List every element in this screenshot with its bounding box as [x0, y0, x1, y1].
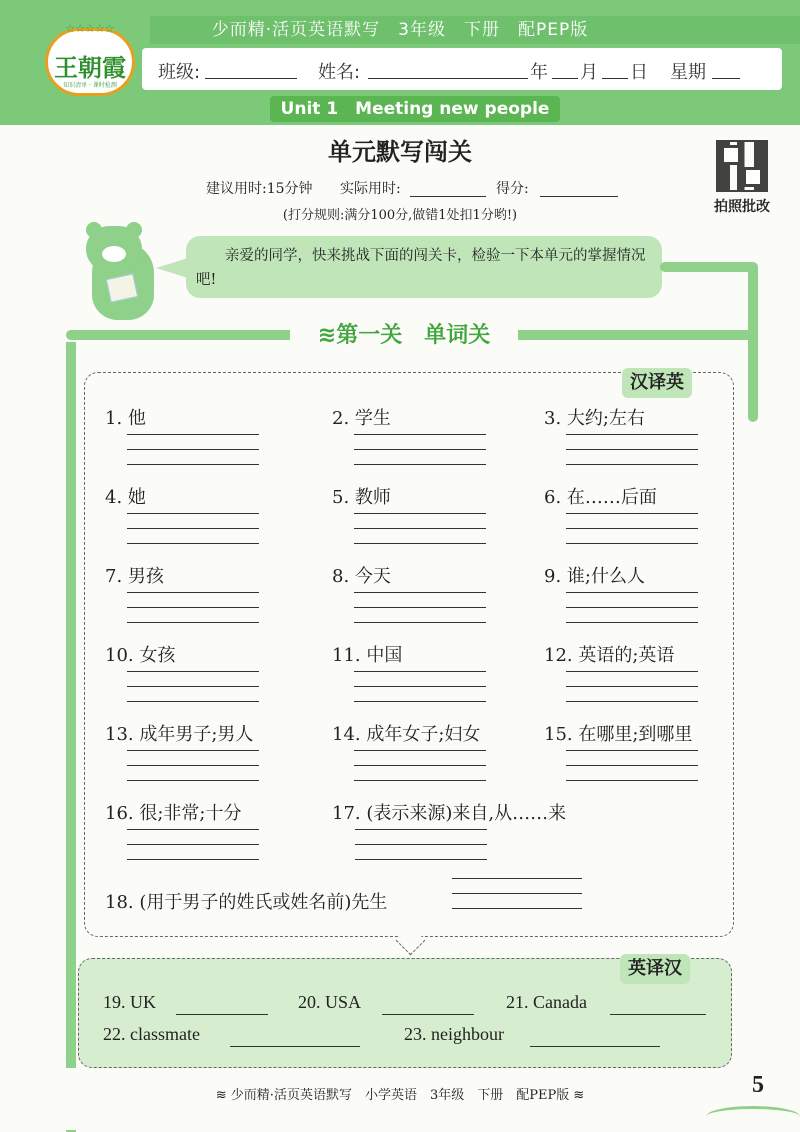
answer-line-1-3[interactable] — [127, 464, 259, 465]
answer-line-9-1[interactable] — [566, 592, 698, 593]
answer-line-4-3[interactable] — [127, 543, 259, 544]
suggested-time: 建议用时:15分钟 — [206, 181, 313, 197]
answer-line-4-2[interactable] — [127, 528, 259, 529]
answer-line-3-2[interactable] — [566, 449, 698, 450]
answer-line-11-3[interactable] — [354, 701, 486, 702]
answer-line-5-1[interactable] — [354, 513, 486, 514]
answer-line-6-3[interactable] — [566, 543, 698, 544]
word-item-5: 5. 教师 — [332, 487, 391, 508]
answer-line-16-2[interactable] — [127, 844, 259, 845]
decor-rail-right — [748, 262, 758, 422]
answer-line-18-2[interactable] — [452, 893, 582, 894]
answer-line-12-1[interactable] — [566, 671, 698, 672]
word-item-4: 4. 她 — [105, 487, 146, 508]
answer-line-6-1[interactable] — [566, 513, 698, 514]
answer-line-22[interactable] — [230, 1046, 360, 1047]
answer-line-9-2[interactable] — [566, 607, 698, 608]
answer-line-10-1[interactable] — [127, 671, 259, 672]
word-item-15: 15. 在哪里;到哪里 — [544, 724, 693, 745]
section-heading: ≋第一关 单词关 — [317, 323, 491, 348]
answer-line-17-2[interactable] — [355, 844, 487, 845]
answer-line-2-2[interactable] — [354, 449, 486, 450]
answer-line-12-3[interactable] — [566, 701, 698, 702]
intro-text: 亲爱的同学，快来挑战下面的闯关卡，检验一下本单元的掌握情况吧! — [196, 248, 646, 288]
answer-line-11-2[interactable] — [354, 686, 486, 687]
scoring-rule: (打分规则:满分100分,做错1处扣1分哟!) — [282, 208, 518, 223]
answer-line-18-3[interactable] — [452, 908, 582, 909]
answer-line-1-2[interactable] — [127, 449, 259, 450]
word-item-13: 13. 成年男子;男人 — [105, 724, 254, 745]
mascot-muzzle — [102, 246, 126, 262]
logo-text: 王朝霞 — [54, 53, 126, 82]
qr-code[interactable] — [716, 140, 768, 192]
answer-line-5-3[interactable] — [354, 543, 486, 544]
answer-line-14-3[interactable] — [354, 780, 486, 781]
week-label: 星期 — [670, 62, 706, 83]
unit-title: Unit 1 Meeting new people — [270, 96, 560, 122]
tag-cn-to-en: 汉译英 — [622, 368, 692, 398]
answer-line-17-1[interactable] — [355, 829, 487, 830]
day-label: 日 — [630, 62, 648, 83]
word-item-6: 6. 在……后面 — [544, 487, 657, 508]
word-item-16: 16. 很;非常;十分 — [105, 803, 242, 824]
class-label: 班级: — [158, 62, 201, 83]
en-item-19: 19. UK — [103, 992, 156, 1012]
decor-rail-left — [66, 342, 76, 1132]
actual-time-label: 实际用时: — [340, 181, 401, 197]
answer-line-3-1[interactable] — [566, 434, 698, 435]
answer-line-12-2[interactable] — [566, 686, 698, 687]
answer-line-14-2[interactable] — [354, 765, 486, 766]
word-item-17: 17. (表示来源)来自,从……来 — [332, 803, 567, 824]
word-item-14: 14. 成年女子;妇女 — [332, 724, 481, 745]
speech-bubble-tail — [156, 258, 188, 278]
answer-line-16-3[interactable] — [127, 859, 259, 860]
answer-line-2-3[interactable] — [354, 464, 486, 465]
answer-line-8-1[interactable] — [354, 592, 486, 593]
answer-line-17-3[interactable] — [355, 859, 487, 860]
answer-line-10-3[interactable] — [127, 701, 259, 702]
qr-label: 拍照批改 — [714, 199, 770, 215]
answer-line-13-2[interactable] — [127, 765, 259, 766]
year-label: 年 — [530, 62, 548, 83]
word-item-18: 18. (用于男子的姓氏或姓名前)先生 — [105, 892, 388, 913]
logo-subtitle: 知识清单 · 课时检测 — [63, 82, 117, 89]
answer-line-4-1[interactable] — [127, 513, 259, 514]
word-item-9: 9. 谁;什么人 — [544, 566, 645, 587]
en-item-22: 22. classmate — [103, 1024, 200, 1044]
week-field[interactable] — [712, 58, 740, 79]
month-label: 月 — [580, 62, 598, 83]
answer-line-13-3[interactable] — [127, 780, 259, 781]
series-title: 少而精·活页英语默写 3年级 下册 配PEP版 — [211, 20, 589, 40]
actual-time-field[interactable] — [410, 196, 486, 197]
answer-line-7-2[interactable] — [127, 607, 259, 608]
word-item-3: 3. 大约;左右 — [544, 408, 645, 429]
word-item-8: 8. 今天 — [332, 566, 391, 587]
answer-line-7-3[interactable] — [127, 622, 259, 623]
word-item-2: 2. 学生 — [332, 408, 391, 429]
logo-stars: ☆☆☆☆☆ — [65, 22, 115, 35]
answer-line-15-2[interactable] — [566, 765, 698, 766]
word-item-7: 7. 男孩 — [105, 566, 164, 587]
answer-line-5-2[interactable] — [354, 528, 486, 529]
class-field[interactable] — [205, 58, 297, 79]
answer-line-15-1[interactable] — [566, 750, 698, 751]
en-item-21: 21. Canada — [506, 992, 587, 1012]
answer-line-10-2[interactable] — [127, 686, 259, 687]
footer-text: ≋ 少而精·活页英语默写 小学英语 3年级 下册 配PEP版 ≋ — [215, 1088, 585, 1103]
decor-rail-top — [660, 262, 756, 272]
answer-line-21[interactable] — [610, 1014, 706, 1015]
word-item-12: 12. 英语的;英语 — [544, 645, 675, 666]
page-number: 5 — [752, 1072, 764, 1098]
answer-line-19[interactable] — [176, 1014, 268, 1015]
word-item-1: 1. 他 — [105, 408, 146, 429]
answer-line-2-1[interactable] — [354, 434, 486, 435]
en-item-23: 23. neighbour — [404, 1024, 504, 1044]
answer-line-11-1[interactable] — [354, 671, 486, 672]
word-item-11: 11. 中国 — [332, 645, 403, 666]
answer-line-3-3[interactable] — [566, 464, 698, 465]
answer-line-14-1[interactable] — [354, 750, 486, 751]
day-field[interactable] — [602, 58, 628, 79]
score-field[interactable] — [540, 196, 618, 197]
score-label: 得分: — [496, 181, 529, 197]
footer-wave — [706, 1106, 800, 1127]
answer-line-1-1[interactable] — [127, 434, 259, 435]
answer-line-8-3[interactable] — [354, 622, 486, 623]
answer-line-7-1[interactable] — [127, 592, 259, 593]
answer-line-6-2[interactable] — [566, 528, 698, 529]
answer-line-9-3[interactable] — [566, 622, 698, 623]
answer-line-23[interactable] — [530, 1046, 660, 1047]
answer-line-15-3[interactable] — [566, 780, 698, 781]
answer-line-8-2[interactable] — [354, 607, 486, 608]
name-field[interactable] — [368, 58, 528, 79]
answer-line-13-1[interactable] — [127, 750, 259, 751]
month-field[interactable] — [552, 58, 578, 79]
answer-line-20[interactable] — [382, 1014, 474, 1015]
tag-en-to-cn: 英译汉 — [620, 954, 690, 984]
answer-line-18-1[interactable] — [452, 878, 582, 879]
en-item-20: 20. USA — [298, 992, 362, 1012]
page-title: 单元默写闯关 — [328, 138, 472, 166]
name-label: 姓名: — [318, 62, 361, 83]
answer-line-16-1[interactable] — [127, 829, 259, 830]
word-item-10: 10. 女孩 — [105, 645, 176, 666]
